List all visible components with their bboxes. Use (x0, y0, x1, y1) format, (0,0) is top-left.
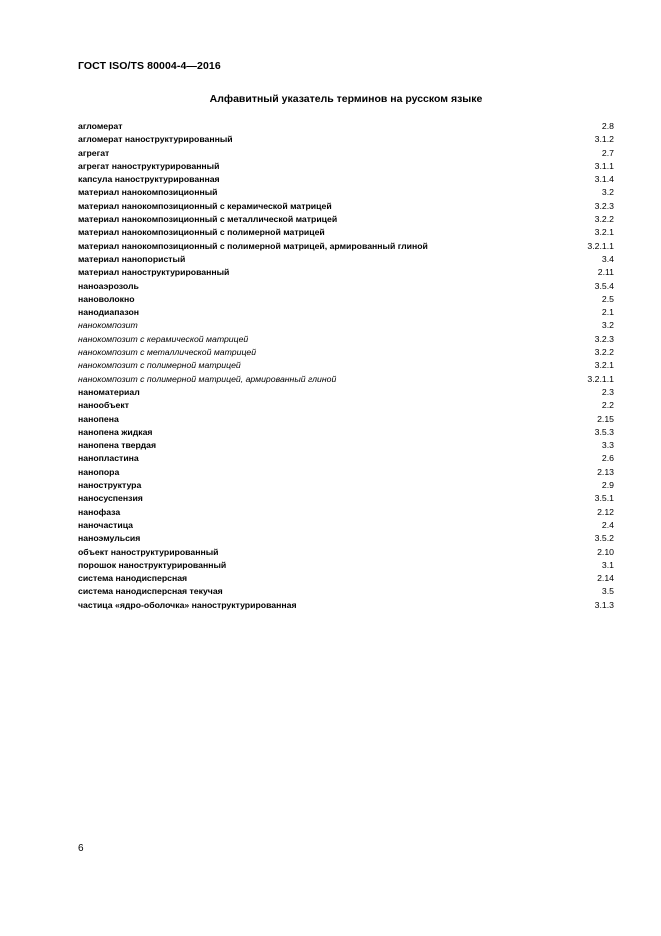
index-entry (78, 200, 614, 213)
index-entry (78, 466, 614, 479)
index-entry (78, 120, 614, 133)
index-term: нанофаза (78, 506, 121, 517)
index-entry (78, 213, 614, 226)
index-entry (78, 359, 614, 372)
index-entry (78, 532, 614, 545)
index-entry (78, 280, 614, 293)
index-entry (78, 147, 614, 160)
index-term: агрегат наноструктурированный (78, 160, 220, 171)
index-reference: 3.5.2 (594, 533, 614, 544)
index-reference: 3.2.2 (594, 214, 614, 225)
index-term: порошок наноструктурированный (78, 559, 227, 570)
index-term: нановолокно (78, 293, 135, 304)
index-entry (78, 173, 614, 186)
index-term: нанопора (78, 466, 120, 477)
index-reference: 3.1 (601, 559, 614, 570)
index-title: Алфавитный указатель терминов на русском языке (209, 93, 483, 105)
index-entry (78, 413, 614, 426)
index-reference: 3.2.3 (594, 200, 614, 211)
index-term: нанопена жидкая (78, 426, 153, 437)
index-reference: 2.10 (597, 546, 614, 557)
index-term: нанопена твердая (78, 440, 157, 451)
index-reference: 3.1.4 (594, 174, 614, 185)
index-reference: 2.2 (601, 400, 614, 411)
index-term: нанокомпозит с полимерной матрицей, армированный глиной (78, 373, 337, 384)
index-reference: 2.11 (597, 267, 614, 278)
index-term: нанообъект (78, 400, 129, 411)
index-reference: 2.13 (597, 466, 614, 477)
index-entry (78, 186, 614, 199)
index-reference: 3.5.3 (594, 426, 614, 437)
index-term: материал нанопористый (78, 253, 186, 264)
page-number: 6 (78, 843, 84, 854)
index-reference: 3.2.1 (594, 227, 614, 238)
index-reference: 2.6 (601, 453, 614, 464)
index-term: объект наноструктурированный (78, 546, 219, 557)
index-entry (78, 599, 614, 612)
index-reference: 2.7 (601, 147, 614, 158)
index-reference: 2.12 (597, 506, 614, 517)
index-entry (78, 240, 614, 253)
index-entry (78, 399, 614, 412)
index-reference: 3.2.1 (594, 360, 614, 371)
index-term: наночастица (78, 519, 133, 530)
index-entry (78, 386, 614, 399)
index-term: нанопластина (78, 453, 139, 464)
index-term: материал нанокомпозиционный с металлической матрицей (78, 214, 338, 225)
index-entry (78, 452, 614, 465)
index-entry (78, 333, 614, 346)
index-reference: 3.5.4 (594, 280, 614, 291)
index-term: наносуспензия (78, 493, 143, 504)
index-term: нанокомпозит с металлической матрицей (78, 347, 257, 358)
index-entry (78, 160, 614, 173)
index-term: наноаэрозоль (78, 280, 139, 291)
index-entry (78, 226, 614, 239)
index-reference: 2.3 (601, 386, 614, 397)
index-entry (78, 492, 614, 505)
index-entry (78, 253, 614, 266)
index-term: агрегат (78, 147, 110, 158)
index-entry (78, 506, 614, 519)
index-term: частица «ядро-оболочка» наноструктурированная (78, 599, 297, 610)
index-term: агломерат наноструктурированный (78, 134, 233, 145)
index-reference: 2.4 (601, 519, 614, 530)
index-term: наноструктура (78, 480, 142, 491)
index-entry (78, 572, 614, 585)
index-term: наноэмульсия (78, 533, 141, 544)
index-entry (78, 133, 614, 146)
index-entry (78, 546, 614, 559)
index-entry (78, 306, 614, 319)
index-term: материал нанокомпозиционный с полимерной матрицей, армированный глиной (78, 240, 428, 251)
index-reference: 3.2.1.1 (587, 373, 614, 384)
index-entry (78, 266, 614, 279)
index-entry (78, 426, 614, 439)
index-entry (78, 519, 614, 532)
index-reference: 2.1 (601, 307, 614, 318)
index-term: наноматериал (78, 386, 140, 397)
index-term: нанодиапазон (78, 307, 140, 318)
index-reference: 2.9 (601, 480, 614, 491)
index-term: материал нанокомпозиционный (78, 187, 218, 198)
term-index-list (78, 120, 614, 612)
index-term: материал нанокомпозиционный с полимерной матрицей (78, 227, 325, 238)
index-reference: 3.1.1 (594, 160, 614, 171)
index-reference: 3.5 (601, 586, 614, 597)
index-term: нанокомпозит с керамической матрицей (78, 333, 249, 344)
index-reference: 2.14 (597, 573, 614, 584)
index-reference: 3.1.2 (594, 134, 614, 145)
index-reference: 3.5.1 (594, 493, 614, 504)
index-term: капсула наноструктурированная (78, 174, 220, 185)
index-term: система нанодисперсная текучая (78, 586, 223, 597)
index-reference: 3.2 (601, 187, 614, 198)
index-term: нанопена (78, 413, 119, 424)
index-reference: 3.3 (601, 440, 614, 451)
index-term: материал наноструктурированный (78, 267, 230, 278)
index-reference: 3.2.3 (594, 333, 614, 344)
index-reference: 2.15 (597, 413, 614, 424)
index-term: система нанодисперсная (78, 573, 188, 584)
index-reference: 3.2.1.1 (587, 240, 614, 251)
index-entry (78, 479, 614, 492)
index-entry (78, 293, 614, 306)
index-reference: 2.5 (601, 293, 614, 304)
index-term: нанокомпозит с полимерной матрицей (78, 360, 241, 371)
index-entry (78, 319, 614, 332)
index-entry (78, 559, 614, 572)
index-entry (78, 346, 614, 359)
index-entry (78, 439, 614, 452)
document-header: ГОСТ ISO/TS 80004-4—2016 (78, 60, 221, 72)
index-reference: 3.2 (601, 320, 614, 331)
index-term: нанокомпозит (78, 320, 138, 331)
index-term: агломерат (78, 121, 123, 131)
index-reference: 3.4 (601, 253, 614, 264)
index-reference: 3.1.3 (594, 599, 614, 610)
index-reference: 3.2.2 (594, 347, 614, 358)
index-term: материал нанокомпозиционный с керамической матрицей (78, 200, 332, 211)
index-entry (78, 585, 614, 598)
index-reference: 2.8 (601, 121, 614, 131)
index-entry (78, 373, 614, 386)
